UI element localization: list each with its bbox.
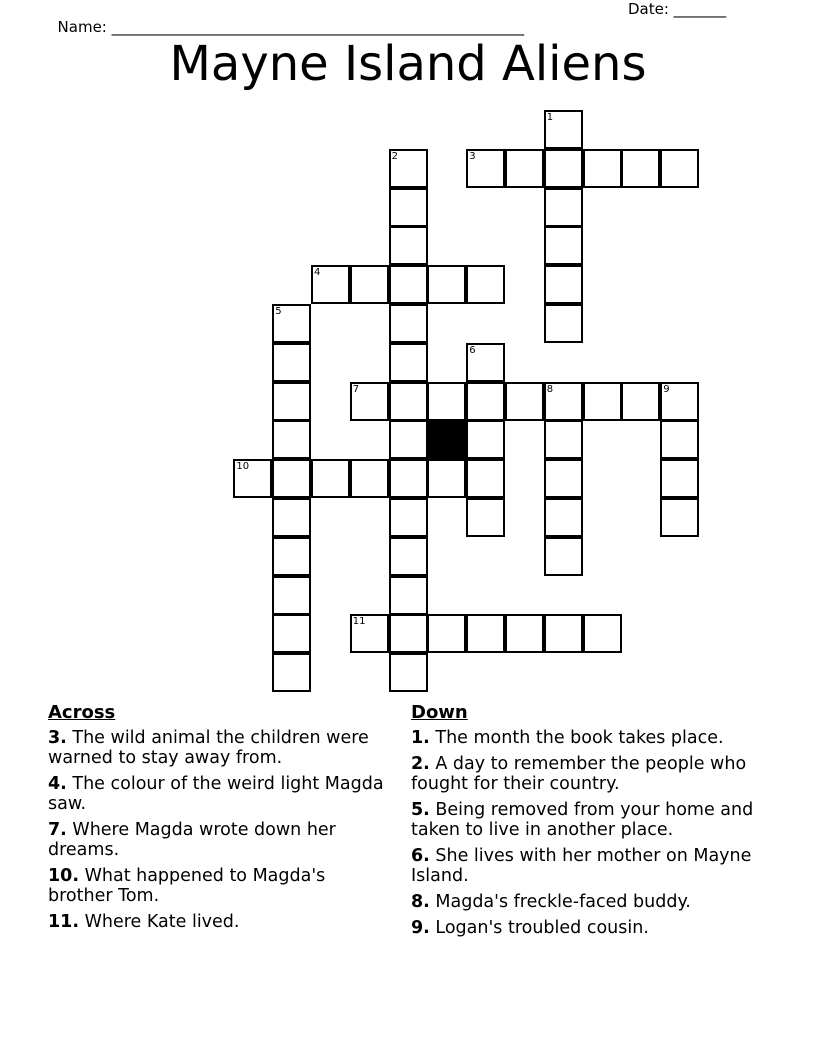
grid-cell[interactable] [544,265,583,304]
clue-num: 9. [411,918,430,938]
down-clue [411,846,761,886]
clue-number: 11 [352,616,366,628]
grid-cell[interactable] [466,459,505,498]
grid-cell[interactable] [427,382,466,421]
clue-number: 10 [236,461,250,473]
grid-cell[interactable] [350,459,389,498]
date-label: Date: _______ [628,0,727,18]
grid-cell[interactable] [583,382,622,421]
grid-cell[interactable] [466,343,505,382]
across-heading: Across [48,702,116,723]
clue-num: 10. [48,866,80,886]
down-clue [411,728,761,748]
grid-cell[interactable] [389,653,428,692]
down-clue [411,918,761,938]
clue-number: 7 [352,383,360,395]
clue-text: What happened to Magda's brother Tom. [48,866,326,906]
clue-text: Magda's freckle-faced buddy. [429,892,691,912]
grid-cell[interactable] [272,420,311,459]
grid-cell[interactable] [427,614,466,653]
grid-cell[interactable] [544,537,583,576]
clue-number: 1 [546,112,554,123]
grid-cell[interactable] [544,614,583,653]
clue-text: The month the book takes place. [429,728,724,748]
grid-cell[interactable] [389,614,428,653]
grid-cell[interactable] [389,304,428,343]
grid-cell[interactable] [466,265,505,304]
across-clues [48,702,388,938]
grid-cell[interactable] [544,420,583,459]
clue-text: Logan's troubled cousin. [429,918,649,938]
grid-cell[interactable] [466,420,505,459]
grid-cell[interactable] [583,149,622,188]
grid-cell[interactable] [621,382,660,421]
across-clue [48,820,388,860]
grid-cell[interactable] [272,653,311,692]
grid-cell[interactable] [311,265,350,304]
grid-cell[interactable] [272,459,311,498]
grid-cell[interactable] [350,265,389,304]
grid-cell[interactable] [389,576,428,615]
grid-cell[interactable] [544,149,583,188]
grid-cell[interactable] [272,498,311,537]
grid-cell[interactable] [427,265,466,304]
grid-cell[interactable] [233,459,272,498]
grid-cell[interactable] [544,304,583,343]
down-clue-list [411,728,761,938]
clue-num: 3. [48,728,67,748]
clue-number: 4 [314,267,321,279]
across-clue [48,774,388,814]
grid-cell[interactable] [272,537,311,576]
grid-cell[interactable] [427,459,466,498]
clue-num: 5. [411,800,430,820]
grid-cell[interactable] [272,343,311,382]
grid-cell[interactable] [389,459,428,498]
clue-num: 11. [48,912,80,932]
grid-cell[interactable] [389,498,428,537]
clue-text: She lives with her mother on Mayne Island. [411,846,752,886]
grid-cell[interactable] [389,382,428,421]
clue-text: Being removed from your home and taken to live in another place. [411,800,754,840]
grid-cell[interactable] [660,459,699,498]
grid-cell[interactable] [389,537,428,576]
grid-cell[interactable] [389,265,428,304]
clue-text: The wild animal the children were warned to stay away from. [48,728,369,768]
down-clue [411,800,761,840]
grid-cell[interactable] [660,498,699,537]
clue-text: A day to remember the people who fought for their country. [411,754,747,794]
grid-cell[interactable] [350,614,389,653]
across-clue [48,728,388,768]
grid-cell[interactable] [389,149,428,188]
grid-cell[interactable] [272,382,311,421]
grid-cell[interactable] [389,188,428,227]
down-clue [411,892,761,912]
grid-cell[interactable] [311,459,350,498]
grid-cell[interactable] [389,420,428,459]
grid-cell[interactable] [272,304,311,343]
clue-number: 5 [275,306,282,317]
grid-cell[interactable] [505,382,544,421]
grid-cell[interactable] [272,614,311,653]
clue-text: The colour of the weird light Magda saw. [48,774,384,814]
clue-num: 1. [411,728,430,748]
grid-cell[interactable] [350,382,389,421]
grid-cell[interactable] [466,149,505,188]
grid-cell[interactable] [621,149,660,188]
clue-text: Where Magda wrote down her dreams. [48,820,336,860]
clue-number: 8 [546,383,554,395]
clue-text: Where Kate lived. [79,912,240,932]
clue-num: 8. [411,892,430,912]
grid-cell[interactable] [660,420,699,459]
clue-number: 2 [391,150,398,162]
across-clue [48,866,388,906]
across-clue [48,912,388,932]
clue-num: 4. [48,774,67,794]
grid-cell[interactable] [544,188,583,227]
down-heading: Down [411,702,468,723]
grid-cell[interactable] [466,382,505,421]
clue-number: 3 [469,150,476,162]
grid-cell[interactable] [544,382,583,421]
clue-num: 2. [411,754,430,774]
grid-cell[interactable] [544,226,583,265]
down-clue [411,754,761,794]
grid-cell[interactable] [466,614,505,653]
grid-cell[interactable] [544,110,583,149]
grid-cell[interactable] [389,226,428,265]
grid-cell[interactable] [466,498,505,537]
grid-block-cell [427,420,466,459]
clue-number: 9 [663,383,670,395]
grid-cell[interactable] [660,149,699,188]
puzzle-title: Mayne Island Aliens [169,36,647,92]
grid-cell[interactable] [505,614,544,653]
grid-cell[interactable] [505,149,544,188]
grid-cell[interactable] [272,576,311,615]
grid-cell[interactable] [544,459,583,498]
name-label: Name: _______________________________________________________ [57,18,525,36]
clue-number: 6 [469,344,476,356]
clue-num: 7. [48,820,67,840]
across-clue-list [48,728,388,932]
grid-cell[interactable] [660,382,699,421]
grid-cell[interactable] [583,614,622,653]
grid-cell[interactable] [544,498,583,537]
down-clues [411,702,761,944]
grid-cell[interactable] [389,343,428,382]
clue-num: 6. [411,846,430,866]
